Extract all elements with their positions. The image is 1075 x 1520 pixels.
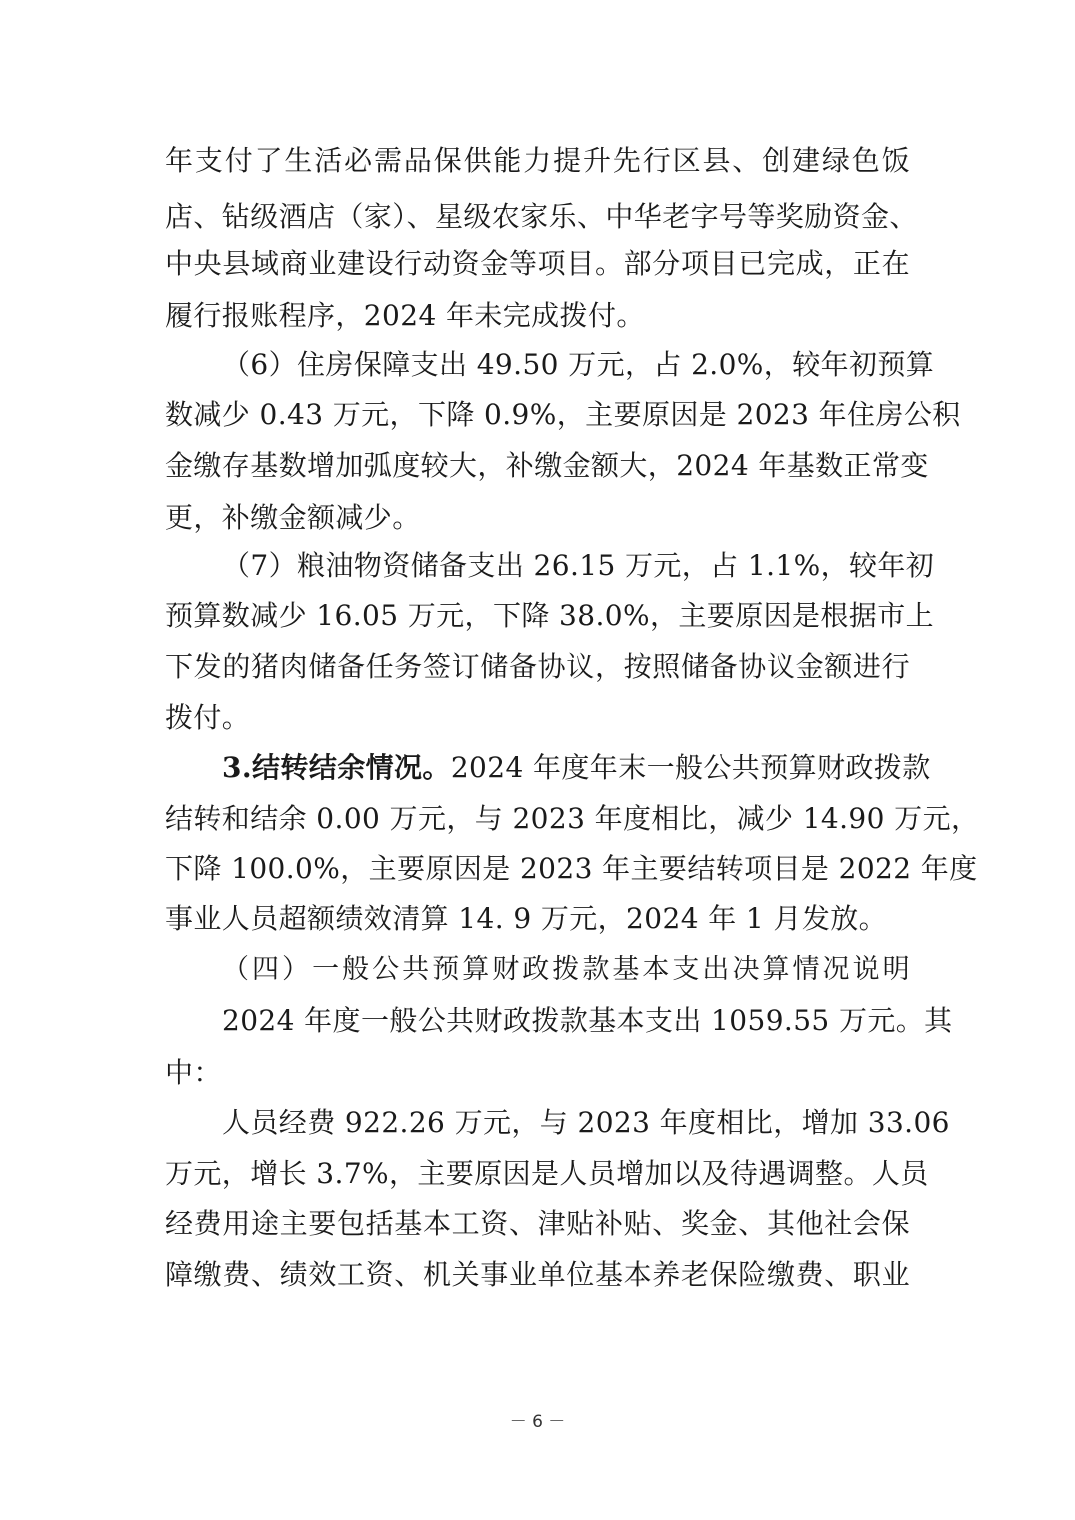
paragraph-4-line-1-text: 2024 年度年末一般公共预算财政拨款: [450, 751, 931, 784]
paragraph-2-line-3: 金缴存基数增加弧度较大，补缴金额大，2024 年基数正常变: [165, 449, 929, 482]
paragraph-1-line-4: 履行报账程序，2024 年未完成拨付。: [165, 299, 645, 332]
paragraph-6-line-2: 中：: [165, 1056, 222, 1089]
paragraph-3-line-2: 预算数减少 16.05 万元，下降 38.0%，主要原因是根据市上: [165, 599, 935, 632]
section-heading-carryover: 3.结转结余情况。: [222, 751, 451, 784]
paragraph-4-line-3: 下降 100.0%，主要原因是 2023 年主要结转项目是 2022 年度: [165, 852, 978, 885]
paragraph-1-line-2: 店、钻级酒店（家）、星级农家乐、中华老字号等奖励资金、: [165, 200, 918, 233]
paragraph-7-line-3: 经费用途主要包括基本工资、津贴补贴、奖金、其他社会保: [165, 1207, 910, 1240]
paragraph-3-line-1: （7）粮油物资储备支出 26.15 万元，占 1.1%，较年初: [222, 549, 935, 582]
paragraph-6-line-1: 2024 年度一般公共财政拨款基本支出 1059.55 万元。其: [222, 1004, 953, 1037]
page-number: － 6 －: [509, 1412, 566, 1432]
paragraph-2-line-4: 更，补缴金额减少。: [165, 501, 421, 534]
paragraph-7-line-1: 人员经费 922.26 万元，与 2023 年度相比，增加 33.06: [222, 1106, 950, 1139]
section-heading-4: （四）一般公共预算财政拨款基本支出决算情况说明: [222, 954, 910, 985]
paragraph-4-line-1: [222, 740, 931, 796]
paragraph-3-line-4: 拨付。: [165, 701, 251, 734]
paragraph-3-line-3: 下发的猪肉储备任务签订储备协议，按照储备协议金额进行: [165, 650, 910, 683]
paragraph-4-line-4: 事业人员超额绩效清算 14. 9 万元，2024 年 1 月发放。: [165, 902, 888, 935]
paragraph-1-line-3: 中央县域商业建设行动资金等项目。部分项目已完成，正在: [165, 247, 910, 280]
paragraph-7-line-2: 万元，增长 3.7%，主要原因是人员增加以及待遇调整。人员: [165, 1157, 929, 1190]
paragraph-4-line-2: 结转和结余 0.00 万元，与 2023 年度相比，减少 14.90 万元，: [165, 802, 980, 835]
paragraph-1-line-1: 年支付了生活必需品保供能力提升先行区县、创建绿色饭: [165, 144, 910, 177]
paragraph-2-line-1: （6）住房保障支出 49.50 万元，占 2.0%，较年初预算: [222, 348, 935, 381]
paragraph-2-line-2: 数减少 0.43 万元，下降 0.9%，主要原因是 2023 年住房公积: [165, 398, 961, 431]
paragraph-7-line-4: 障缴费、绩效工资、机关事业单位基本养老保险缴费、职业: [165, 1258, 910, 1291]
